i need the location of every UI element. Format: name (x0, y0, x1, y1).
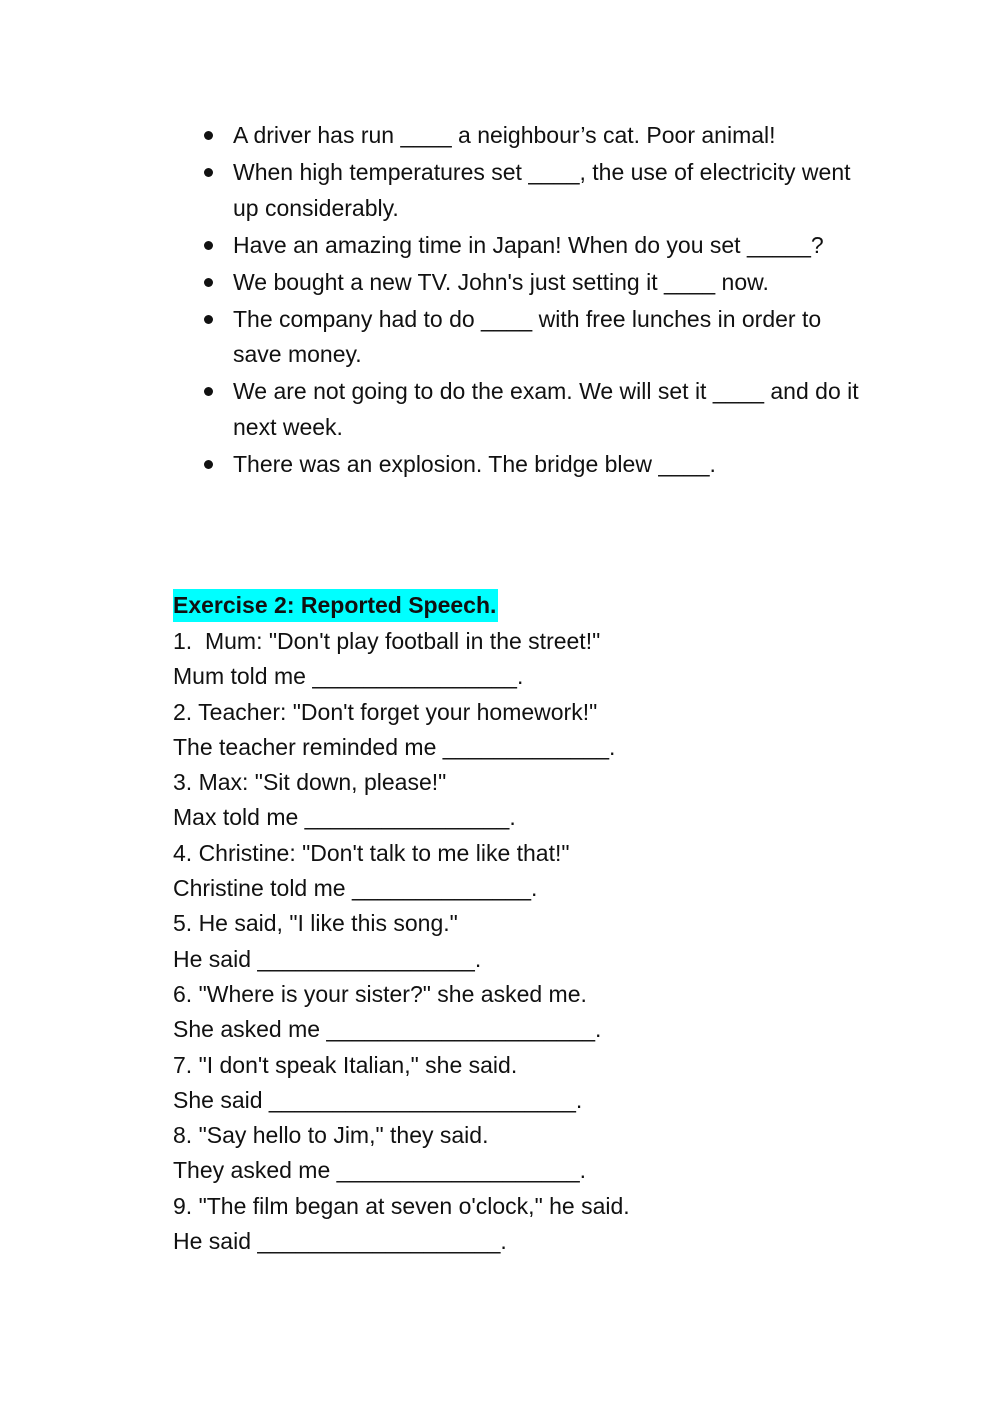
exercise-prompt: 2. Teacher: "Don't forget your homework!" (173, 698, 598, 725)
exercise-answer-line: Max told me ________________. (173, 804, 516, 831)
bullet-icon (204, 131, 213, 140)
bullet-icon (204, 241, 213, 250)
exercise-1-list (200, 118, 860, 484)
list-item (200, 302, 860, 373)
exercise-answer-line: He said ___________________. (173, 1228, 507, 1255)
list-item-text: When high temperatures set ____, the use of electricity went up considerably. (233, 159, 851, 221)
list-item (200, 118, 860, 154)
list-item-text: A driver has run ____ a neighbour’s cat. Poor animal! (233, 122, 776, 148)
exercise-prompt: 1. Mum: "Don't play football in the street!" (173, 628, 601, 654)
list-item (200, 447, 860, 483)
exercise-prompt: 4. Christine: "Don't talk to me like that!" (173, 839, 570, 866)
list-item (200, 228, 860, 264)
list-item (200, 265, 860, 301)
list-item (200, 155, 860, 226)
exercise-answer-line: She asked me _____________________. (173, 1016, 602, 1043)
list-item-text: We are not going to do the exam. We will set it ____ and do it next week. (233, 378, 859, 440)
exercise-prompt: 3. Max: "Sit down, please!" (173, 769, 447, 796)
list-item-text: We bought a new TV. John's just setting it ____ now. (233, 268, 769, 295)
exercise-2-title: Exercise 2: Reported Speech. (173, 589, 498, 622)
exercise-answer-line: The teacher reminded me _____________. (173, 733, 616, 760)
list-item-text: Have an amazing time in Japan! When do you set _____? (233, 231, 824, 258)
list-item-text: The company had to do ____ with free lunches in order to save money. (233, 305, 822, 367)
bullet-icon (204, 278, 213, 287)
list-item-text: There was an explosion. The bridge blew ____. (233, 450, 716, 477)
bullet-icon (204, 387, 213, 396)
exercise-prompt: 6. "Where is your sister?" she asked me. (173, 980, 587, 1007)
exercise-answer-line: She said ________________________. (173, 1086, 583, 1113)
exercise-answer-line: They asked me ___________________. (173, 1157, 587, 1184)
exercise-answer-line: Mum told me ________________. (173, 663, 524, 690)
bullet-icon (204, 460, 213, 469)
exercise-prompt: 5. He said, "I like this song." (173, 910, 458, 937)
bullet-icon (204, 168, 213, 177)
exercise-answer-line: He said _________________. (173, 945, 482, 972)
exercise-2-section (173, 588, 873, 1259)
list-item (200, 374, 860, 445)
exercise-prompt: 7. "I don't speak Italian," she said. (173, 1051, 518, 1078)
bullet-icon (204, 315, 213, 324)
exercise-answer-line: Christine told me ______________. (173, 875, 538, 902)
exercise-prompt: 8. "Say hello to Jim," they said. (173, 1122, 489, 1149)
exercise-prompt: 9. "The film began at seven o'clock," he said. (173, 1192, 630, 1219)
